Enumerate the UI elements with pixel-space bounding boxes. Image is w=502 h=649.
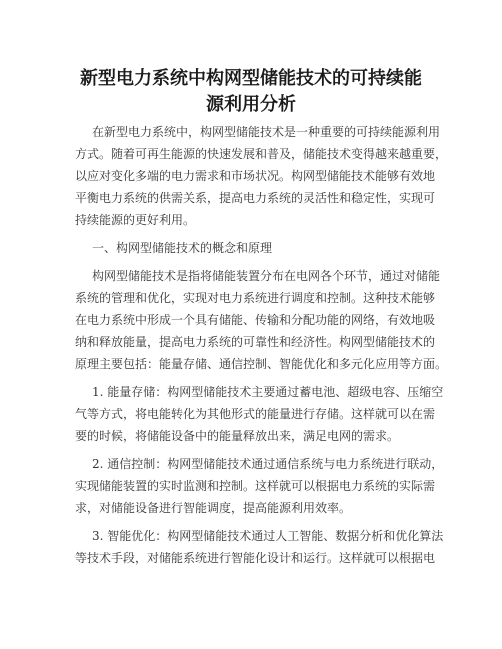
list-item-line: 要的时候，将储能设备中的能量释放出来，满足电网的需求。: [75, 429, 400, 443]
list-item-line: 实现储能装置的实时监测和控制。这样就可以根据电力系统的实际需: [75, 479, 436, 493]
list-item-line: 求，对储能设备进行智能调度，提高能源利用效率。: [75, 501, 352, 515]
list-item-line: 3. 智能优化：构网型储能技术通过人工智能、数据分析和优化算法: [92, 529, 444, 543]
paragraph-line: 在新型电力系统中，构网型储能技术是一种重要的可持续能源利用: [92, 125, 441, 139]
paragraph-line: 系统的管理和优化，实现对电力系统进行调度和控制。这种技术能够: [75, 291, 436, 305]
list-item-line: 等技术手段，对储能系统进行智能化设计和运行。这样就可以根据电: [75, 551, 436, 565]
section-heading: 一、构网型储能技术的概念和原理: [92, 241, 273, 255]
paragraph-line: 平衡电力系统的供需关系，提高电力系统的灵活性和稳定性，实现可: [75, 191, 436, 205]
paragraph-line: 持续能源的更好利用。: [75, 213, 196, 227]
paragraph-line: 纳和释放能量，提高电力系统的可靠性和经济性。构网型储能技术的: [75, 335, 436, 349]
document-title-line-1: 新型电力系统中构网型储能技术的可持续能: [80, 68, 422, 89]
list-item-line: 2. 通信控制：构网型储能技术通过通信系统与电力系统进行联动，: [92, 457, 444, 471]
paragraph-line: 方式。随着可再生能源的快速发展和普及，储能技术变得越来越重要，: [75, 147, 448, 161]
document-title-line-2: 源利用分析: [206, 94, 296, 115]
list-item-line: 气等方式，将电能转化为其他形式的能量进行存储。这样就可以在需: [75, 407, 436, 421]
paragraph-line: 原理主要包括：能量存储、通信控制、智能优化和多元化应用等方面。: [75, 357, 448, 371]
paragraph-line: 在电力系统中形成一个具有储能、传输和分配功能的网络，有效地吸: [75, 313, 436, 327]
paragraph-line: 以应对变化多端的电力需求和市场状况。构网型储能技术能够有效地: [75, 169, 436, 183]
paragraph-line: 构网型储能技术是指将储能装置分布在电网各个环节，通过对储能: [92, 269, 441, 283]
list-item-line: 1. 能量存储：构网型储能技术主要通过蓄电池、超级电容、压缩空: [92, 385, 444, 399]
